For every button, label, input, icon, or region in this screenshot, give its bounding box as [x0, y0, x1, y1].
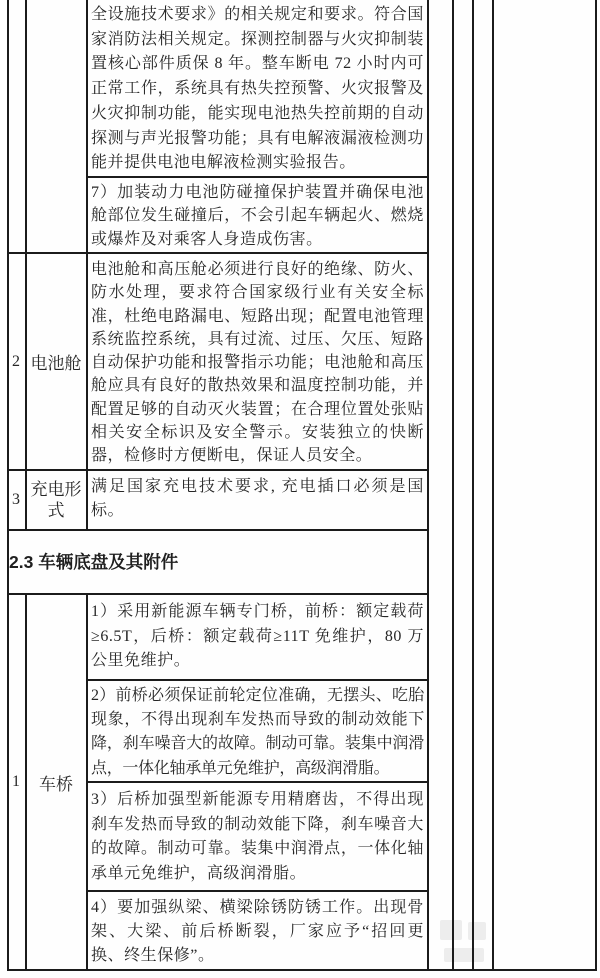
row-label-axle: 车桥	[39, 774, 73, 794]
table-rule-sub-4	[86, 890, 429, 892]
watermark-mark	[440, 920, 462, 940]
spec-item-1-axle: 1）采用新能源车辆专门桥，前桥：额定载荷≥6.5T，后桥：额定载荷≥11T 免维护，80 万公里免维护。	[91, 603, 424, 669]
table-rule-sub-3	[86, 781, 429, 783]
table-rule-sub-1	[86, 176, 429, 178]
row-number-axle: 1	[12, 773, 20, 790]
row-number-charging: 3	[12, 491, 20, 508]
spec-item-3-rear-axle: 3）后桥加强型新能源专用精磨齿，不得出现刹车发热而导致的制动效能下降，刹车噪音大的故障。制动可靠。装集中润滑点，一体化轴承单元免维护，高级润滑脂。	[91, 791, 424, 882]
table-border-score-col-3	[492, 0, 494, 971]
table-rule-row-battery-top	[7, 252, 429, 254]
table-border-spec-col-right	[427, 0, 429, 971]
table-border-number-col-bottom	[25, 593, 27, 971]
table-rule-sub-2	[86, 679, 429, 681]
row-label-charging: 充电形式	[30, 480, 82, 520]
table-border-number-col-top	[25, 0, 27, 531]
row-label-battery: 电池舱	[30, 354, 82, 373]
table-border-score-col-2	[472, 0, 474, 971]
spec-text-charging: 满足国家充电技术要求, 充电插口必须是国标。	[91, 478, 424, 519]
table-border-score-col-1	[452, 0, 454, 971]
watermark-mark	[444, 948, 484, 962]
table-border-left-outer	[7, 0, 9, 971]
spec-paragraph-fire-safety: 全设施技术要求》的相关规定和要求。符合国家消防法相关规定。探测控制器与火灾抑制装置核心部件质保 8 年。整车断电 72 小时内可正常工作，系统具有热失控预警、火灾报警及火灾抑制功能，能实现电池热失控前期的自动探测与声光报警功能；具有电解液漏液检测功能并提供电池电解液检测实验报告。	[91, 6, 424, 172]
spec-text-battery-compartment: 电池舱和高压舱必须进行良好的绝缘、防火、防水处理，要求符合国家级行业有关安全标准，杜绝电路漏电、短路出现；配置电池管理系统监控系统，具有过流、过压、欠压、短路自动保护功能和报警指示功能；电池舱和高压舱应具有良好的散热效果和温度控制功能，并配置足够的自动灭火装置；在合理位置处张贴相关安全标识及安全警示。安装独立的快断器，检修时方便断电，保证人员安全。	[91, 261, 424, 465]
watermark-mark	[468, 922, 486, 940]
spec-item-4-frame-rustproof: 4）要加强纵梁、横梁除锈防锈工作。出现骨架、大梁、前后桥断裂，厂家应予“招回更换、终生保修”。	[91, 899, 424, 964]
spec-item-7-collision-protection: 7）加装动力电池防碰撞保护装置并确保电池舱部位发生碰撞后，不会引起车辆起火、燃烧或爆炸及对乘客人身造成伤害。	[91, 184, 424, 248]
table-rule-bottom	[7, 969, 597, 971]
table-rule-heading-top	[7, 529, 429, 531]
table-rule-row-charging-top	[7, 469, 429, 471]
spec-item-2-front-axle: 2）前桥必须保证前轮定位准确，无摆头、吃胎现象，不得出现刹车发热而导致的制动效能下降，刹车噪音大的故障。制动可靠。装集中润滑点，一体化轴承单元免维护，高级润滑脂。	[91, 687, 424, 777]
row-number-battery: 2	[12, 352, 20, 370]
table-border-label-col-top	[86, 0, 88, 531]
table-border-right-outer	[595, 0, 597, 971]
table-rule-heading-bottom	[7, 593, 429, 595]
section-heading-chassis: 2.3 车辆底盘及其附件	[9, 552, 179, 572]
